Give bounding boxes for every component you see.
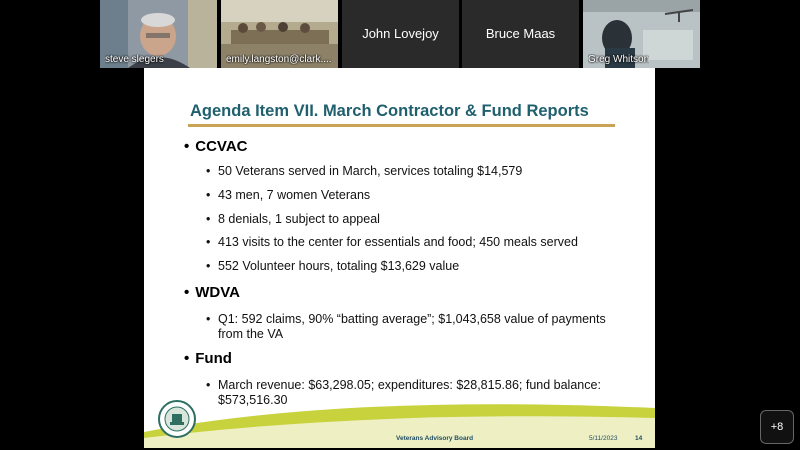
county-seal-logo bbox=[158, 400, 196, 438]
participant-name: Greg Whitson bbox=[588, 54, 650, 65]
list-item: • Q1: 592 claims, 90% “batting average”; $1,043,658 value of payments from the VA bbox=[206, 312, 606, 341]
list-item: • 43 men, 7 women Veterans bbox=[206, 188, 371, 202]
shared-slide bbox=[144, 68, 655, 448]
participant-tile-bruce-maas[interactable] bbox=[462, 0, 579, 68]
section-heading-ccvac: • CCVAC bbox=[184, 138, 248, 155]
participant-tile-emily-langston[interactable] bbox=[221, 0, 338, 68]
section-heading-fund: • Fund bbox=[184, 350, 232, 367]
participant-name: steve slegers bbox=[105, 54, 164, 65]
participant-tile-john-lovejoy[interactable] bbox=[342, 0, 459, 68]
list-item: • 50 Veterans served in March, services totaling $14,579 bbox=[206, 164, 523, 178]
participant-name: emily.langston@clark.... bbox=[226, 54, 332, 65]
participant-name: John Lovejoy bbox=[362, 26, 439, 41]
section-heading-wdva: • WDVA bbox=[184, 284, 240, 301]
title-divider bbox=[188, 124, 615, 127]
list-item: • 8 denials, 1 subject to appeal bbox=[206, 212, 380, 226]
participant-tile-steve-slegers[interactable] bbox=[100, 0, 217, 68]
footer-page-number: 14 bbox=[635, 435, 643, 442]
participant-tile-greg-whitson[interactable] bbox=[583, 0, 700, 68]
list-item: • 413 visits to the center for essentials and food; 450 meals served bbox=[206, 235, 578, 249]
more-participants-button[interactable]: +8 bbox=[760, 410, 794, 444]
footer-board-name: Veterans Advisory Board bbox=[396, 435, 474, 442]
footer-date: 5/11/2023 bbox=[589, 435, 618, 442]
participant-name: Bruce Maas bbox=[485, 26, 556, 41]
list-item: • March revenue: $63,298.05; expenditures: $28,815.86; fund balance: $573,516.30 bbox=[206, 378, 601, 407]
slide-title: Agenda Item VII. March Contractor & Fund Reports bbox=[190, 102, 589, 120]
participant-gallery bbox=[100, 0, 700, 68]
list-item: • 552 Volunteer hours, totaling $13,629 value bbox=[206, 259, 460, 273]
